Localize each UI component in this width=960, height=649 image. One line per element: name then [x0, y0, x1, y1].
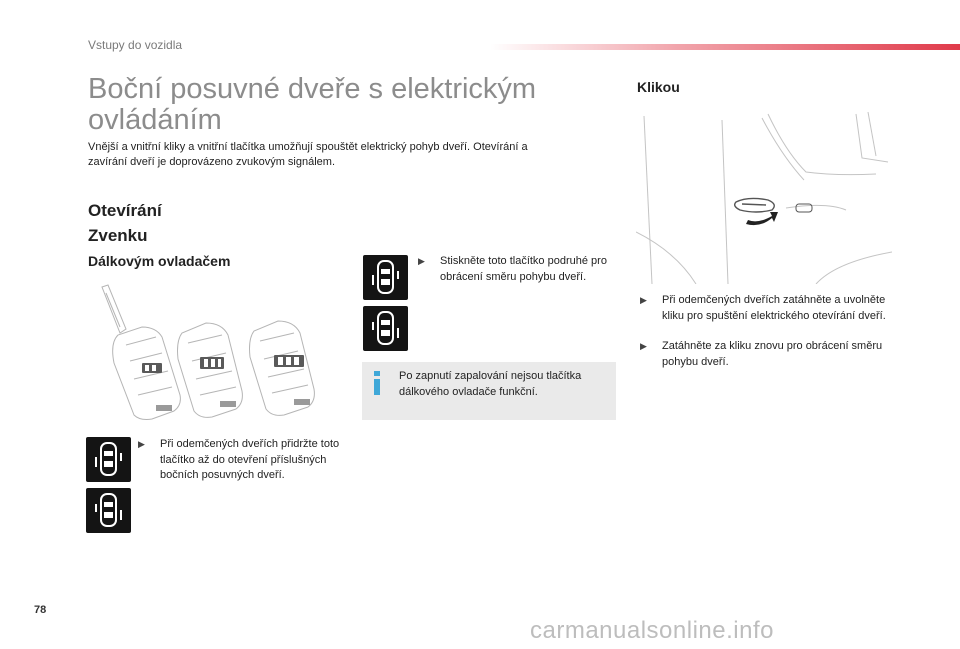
sliding-door-right-icon [363, 306, 408, 351]
intro-text: Vnější a vnitřní kliky a vnitřní tlačítka umožňují spouštět elektrický pohyb dveří. Otevírání a zavírání dveří je doprovázeno zvukovým signálem. [88, 141, 528, 168]
page-title: Boční posuvné dveře s elektrickým ovládáním [88, 73, 537, 136]
handle-step-1-text: Při odemčených dveřích zatáhněte a uvolněte kliku pro spuštění elektrického otevírání dveří. [662, 294, 886, 322]
door-handle-illustration [636, 112, 892, 284]
handle-step-2-text: Zatáhněte za kliku znovu pro obrácení směru pohybu dveří. [662, 340, 883, 368]
remote-step-1-text: Při odemčených dveřích přidržte toto tlačítko až do otevření příslušných bočních posuvných dveří. [160, 438, 340, 481]
triangle-bullet-icon: ▶ [418, 256, 425, 266]
page-number: 78 [34, 604, 47, 616]
remote-step-2-text: Stiskněte toto tlačítko podruhé pro obrácení směru pohybu dveří. [440, 255, 607, 283]
remote-step-2 [418, 254, 616, 285]
watermark: carmanualsonline.info [530, 617, 774, 644]
section-label: Vstupy do vozidla [88, 38, 183, 52]
heading-handle: Klikou [637, 79, 680, 95]
handle-step-1 [640, 293, 890, 324]
heading-outside: Zvenku [88, 226, 148, 245]
info-text: Po zapnutí zapalování nejsou tlačítka dálkového ovladače funkční. [399, 370, 582, 398]
header-accent-bar [490, 44, 960, 50]
triangle-bullet-icon: ▶ [640, 295, 647, 305]
sliding-door-left-icon [363, 255, 408, 300]
triangle-bullet-icon: ▶ [640, 341, 647, 351]
sliding-door-right-icon [86, 488, 131, 533]
remote-step-1 [138, 437, 343, 484]
heading-opening: Otevírání [88, 201, 162, 220]
info-box [362, 362, 616, 420]
remote-keys-illustration [96, 283, 326, 423]
info-icon [371, 371, 383, 395]
triangle-bullet-icon: ▶ [138, 439, 145, 449]
heading-remote-control: Dálkovým ovladačem [88, 253, 231, 269]
handle-step-2 [640, 339, 890, 370]
sliding-door-left-icon [86, 437, 131, 482]
